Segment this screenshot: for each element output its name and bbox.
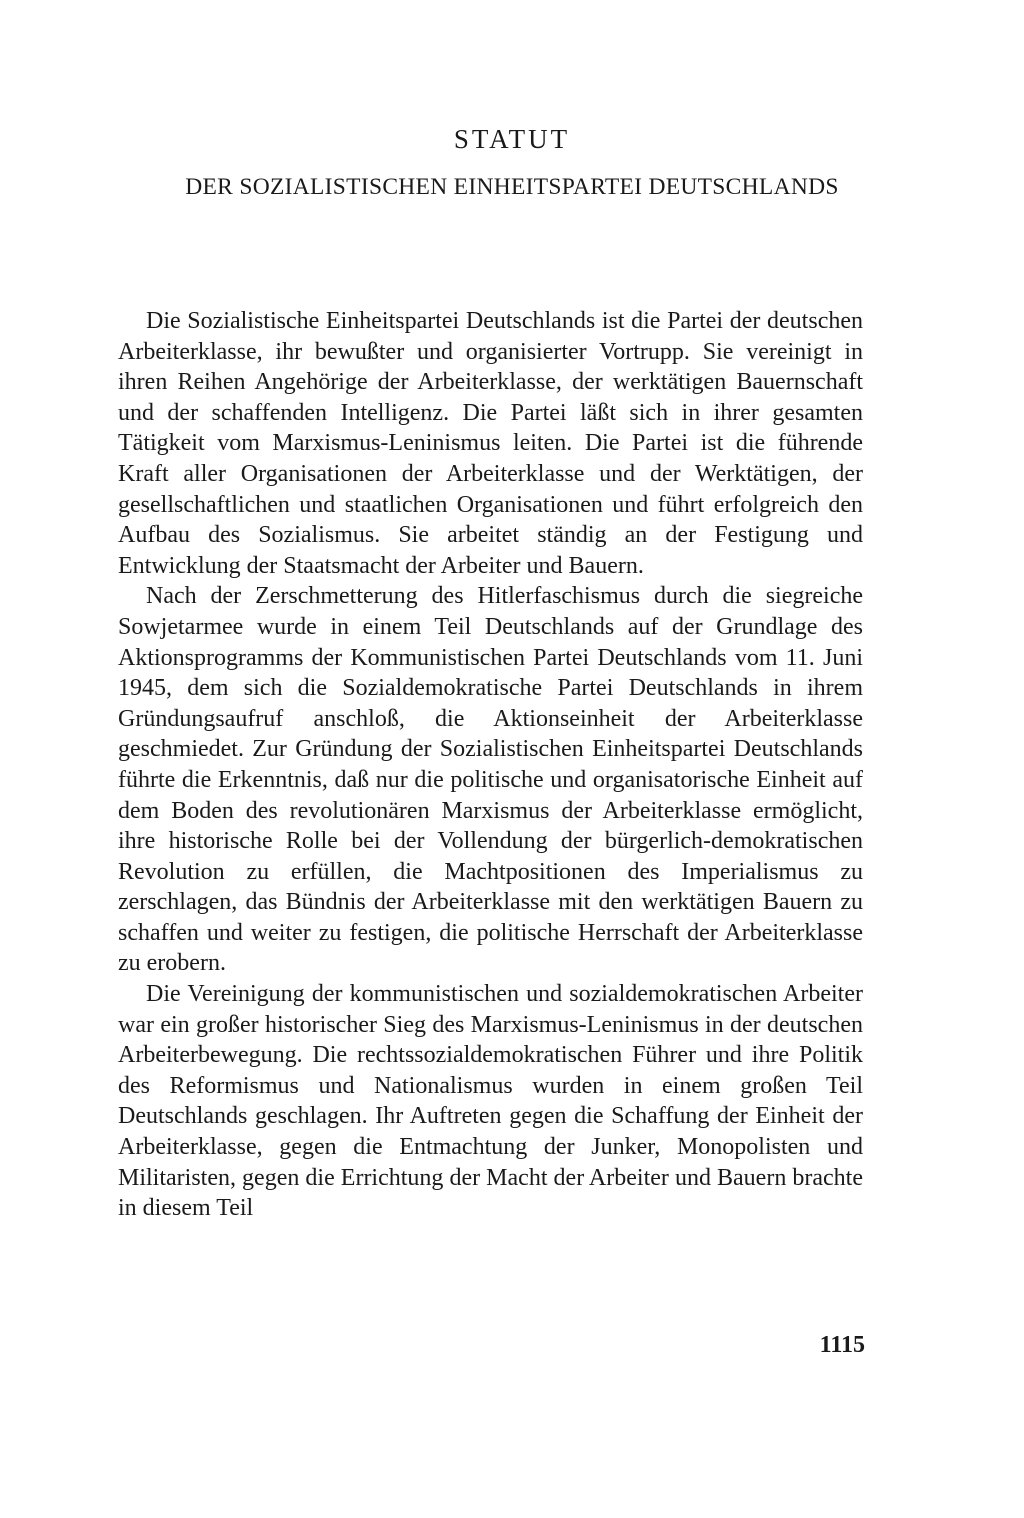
paragraph-1: Die Sozialistische Einheitspartei Deutschlands ist die Partei der deutschen Arbeiterklasse, ihr bewußter und organisierter Vortrupp. Sie vereinigt in ihren Reihen Angehörige der Arbeiterklasse, der werktätigen Bauernschaft und der schaffenden Intelligenz. Die Partei läßt sich in ihrer gesamten Tätigkeit vom Marxismus-Leninismus leiten. Die Partei ist die führende Kraft aller Organisationen der Arbeiterklasse und der Werktätigen, der gesellschaftlichen und staatlichen Organisationen und führt erfolgreich den Aufbau des Sozialismus. Sie arbeitet ständig an der Festigung und Entwicklung der Staatsmacht der Arbeiter und Bauern. (118, 308, 863, 579)
paragraph-2: Nach der Zerschmetterung des Hitlerfaschismus durch die siegreiche Sowjetarmee wurde in einem Teil Deutschlands auf der Grundlage des Aktionsprogramms der Kommunistischen Partei Deutschlands vom 11. Juni 1945, dem sich die Sozialdemokratische Partei Deutschlands in ihrem Gründungsaufruf anschloß, die Aktionseinheit der Arbeiterklasse geschmiedet. Zur Gründung der Sozialistischen Einheitspartei Deutschlands führte die Erkenntnis, daß nur die politische und organisatorische Einheit auf dem Boden des revolutionären Marxismus der Arbeiterklasse ermöglicht, ihre historische Rolle bei der Vollendung der bürgerlich-demokratischen Revolution zu erfüllen, die Machtpositionen des Imperialismus zu zerschlagen, das Bündnis der Arbeiterklasse mit den werktätigen Bauern zu schaffen und weiter zu festigen, die politische Herrschaft der Arbeiterklasse zu erobern. (118, 583, 863, 977)
document-subtitle: DER SOZIALISTISCHEN EINHEITSPARTEI DEUTSCHLANDS (185, 174, 839, 200)
body-text (118, 306, 863, 1224)
page-number: 1115 (819, 1332, 865, 1358)
paragraph-3: Die Vereinigung der kommunistischen und sozialdemokratischen Arbeiter war ein großer historischer Sieg des Marxismus-Leninismus in der deutschen Arbeiterbewegung. Die rechtssozialdemokratischen Führer und ihre Politik des Reformismus und Nationalismus wurden in einem großen Teil Deutschlands geschlagen. Ihr Auftreten gegen die Schaffung der Einheit der Arbeiterklasse, gegen die Entmachtung der Junker, Monopolisten und Militaristen, gegen die Errichtung der Macht der Arbeiter und Bauern brachte in diesem Teil (118, 981, 863, 1222)
document-title: STATUT (453, 124, 571, 154)
